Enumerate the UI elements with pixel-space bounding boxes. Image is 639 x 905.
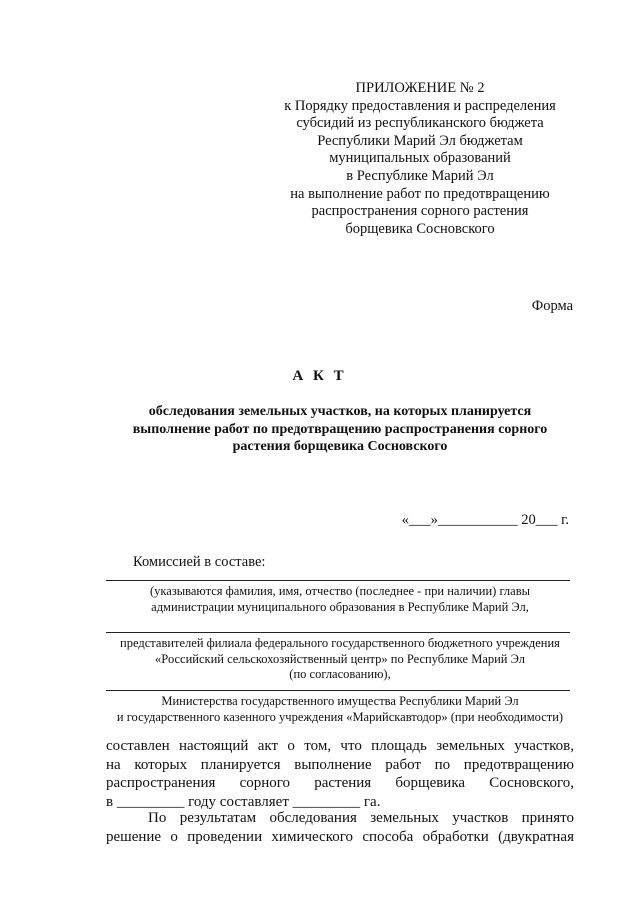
appendix-line: в Республике Марий Эл <box>346 167 494 184</box>
date-line: «___»___________ 20___ г. <box>401 512 569 528</box>
paragraph-line: По результатам обследования земельных участков принято <box>148 810 574 826</box>
note-line: представителей филиала федерального государственного бюджетного учреждения <box>120 636 560 650</box>
subtitle-line: выполнение работ по предотвращению распространения сорного <box>132 421 548 437</box>
appendix-line: муниципальных образований <box>329 150 511 167</box>
document-title: А К Т <box>292 368 347 384</box>
note-line: администрации муниципального образования в Республике Марий Эл, <box>151 599 529 614</box>
paragraph-line: решение о проведении химического способа обработки (двукратная <box>106 828 574 845</box>
note-representatives <box>90 636 590 683</box>
note-ministry <box>90 694 590 725</box>
subtitle-line: обследования земельных участков, на которых планируется <box>148 404 532 419</box>
note-line: (по согласованию), <box>289 667 391 681</box>
appendix-header <box>260 80 580 238</box>
note-line: и государственного казенного учреждения «Марийскавтодор» (при необходимости) <box>116 709 564 724</box>
fill-in-line-ministry <box>106 690 570 691</box>
fill-in-line-head <box>106 580 570 581</box>
appendix-line: к Порядку предоставления и распределения <box>284 97 556 114</box>
form-label: Форма <box>531 298 573 314</box>
appendix-line: борщевика Сосновского <box>345 220 495 237</box>
appendix-line: ПРИЛОЖЕНИЕ № 2 <box>355 80 485 96</box>
paragraph-act-statement <box>106 737 574 811</box>
appendix-line: Республики Марий Эл бюджетам <box>317 132 523 149</box>
paragraph-line: распространения сорного растения борщевика Сосновского, <box>106 775 574 791</box>
subtitle-line: растения борщевика Сосновского <box>232 439 448 454</box>
paragraph-line: в _________ году составляет _________ га. <box>106 793 381 810</box>
paragraph-line: на которых планируется выполнение работ по предотвращению <box>106 756 574 773</box>
paragraph-decision <box>106 809 574 846</box>
paragraph-line: составлен настоящий акт о том, что площадь земельных участков, <box>106 738 574 754</box>
appendix-line: на выполнение работ по предотвращению <box>290 185 550 202</box>
document-subtitle <box>80 403 600 456</box>
appendix-line: распространения сорного растения <box>311 203 529 220</box>
note-line: Министерства государственного имущества Республики Марий Эл <box>161 694 519 708</box>
note-head-of-administration <box>90 584 590 615</box>
fill-in-line-representatives <box>106 632 570 633</box>
note-line: (указываются фамилия, имя, отчество (последнее - при наличии) главы <box>149 584 531 598</box>
appendix-line: субсидий из республиканского бюджета <box>296 115 544 132</box>
note-line: «Российский сельскохозяйственный центр» по Республике Марий Эл <box>155 651 525 666</box>
commission-label: Комиссией в составе: <box>133 554 266 570</box>
